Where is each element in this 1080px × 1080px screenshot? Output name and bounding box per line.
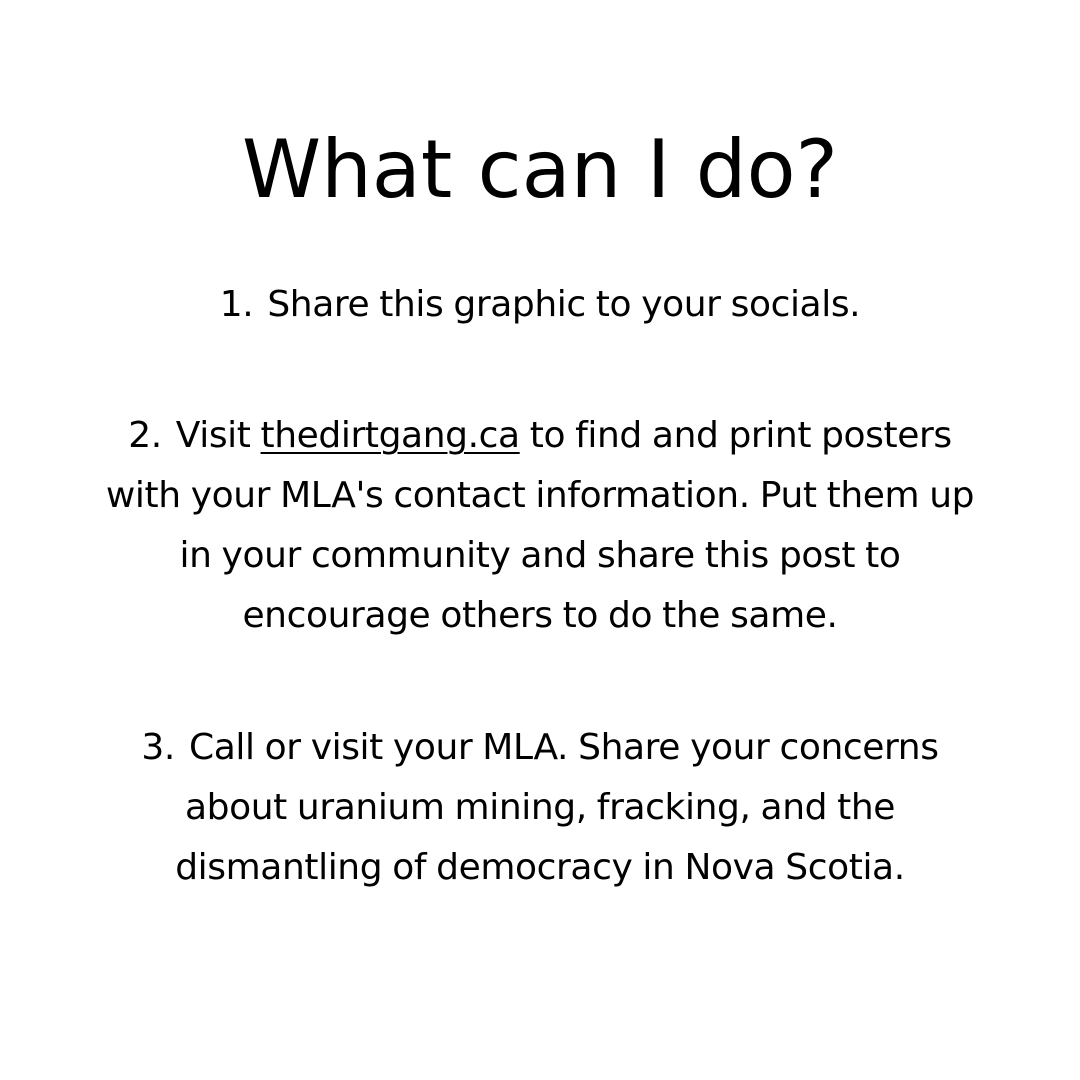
item-number: 3. — [141, 727, 175, 768]
item-text: Call or visit your MLA. Share your concerns about uranium mining, fracking, and the dismantling of democracy in Nova Scotia. — [175, 727, 939, 888]
page-title: What can I do? — [242, 123, 838, 216]
list-item-1 — [90, 275, 990, 335]
website-link[interactable]: thedirtgang.ca — [260, 415, 520, 456]
item-text-post-link: to find and print posters with your MLA's contact information. Put them up in your community and share this post to encourage others to do the same. — [105, 415, 975, 636]
list-item-2 — [90, 406, 990, 646]
item-number: 2. — [128, 415, 162, 456]
item-text: Share this graphic to your socials. — [267, 284, 861, 325]
item-text-pre-link: Visit — [175, 415, 251, 456]
list-item-3 — [90, 718, 990, 898]
item-number: 1. — [219, 284, 254, 325]
